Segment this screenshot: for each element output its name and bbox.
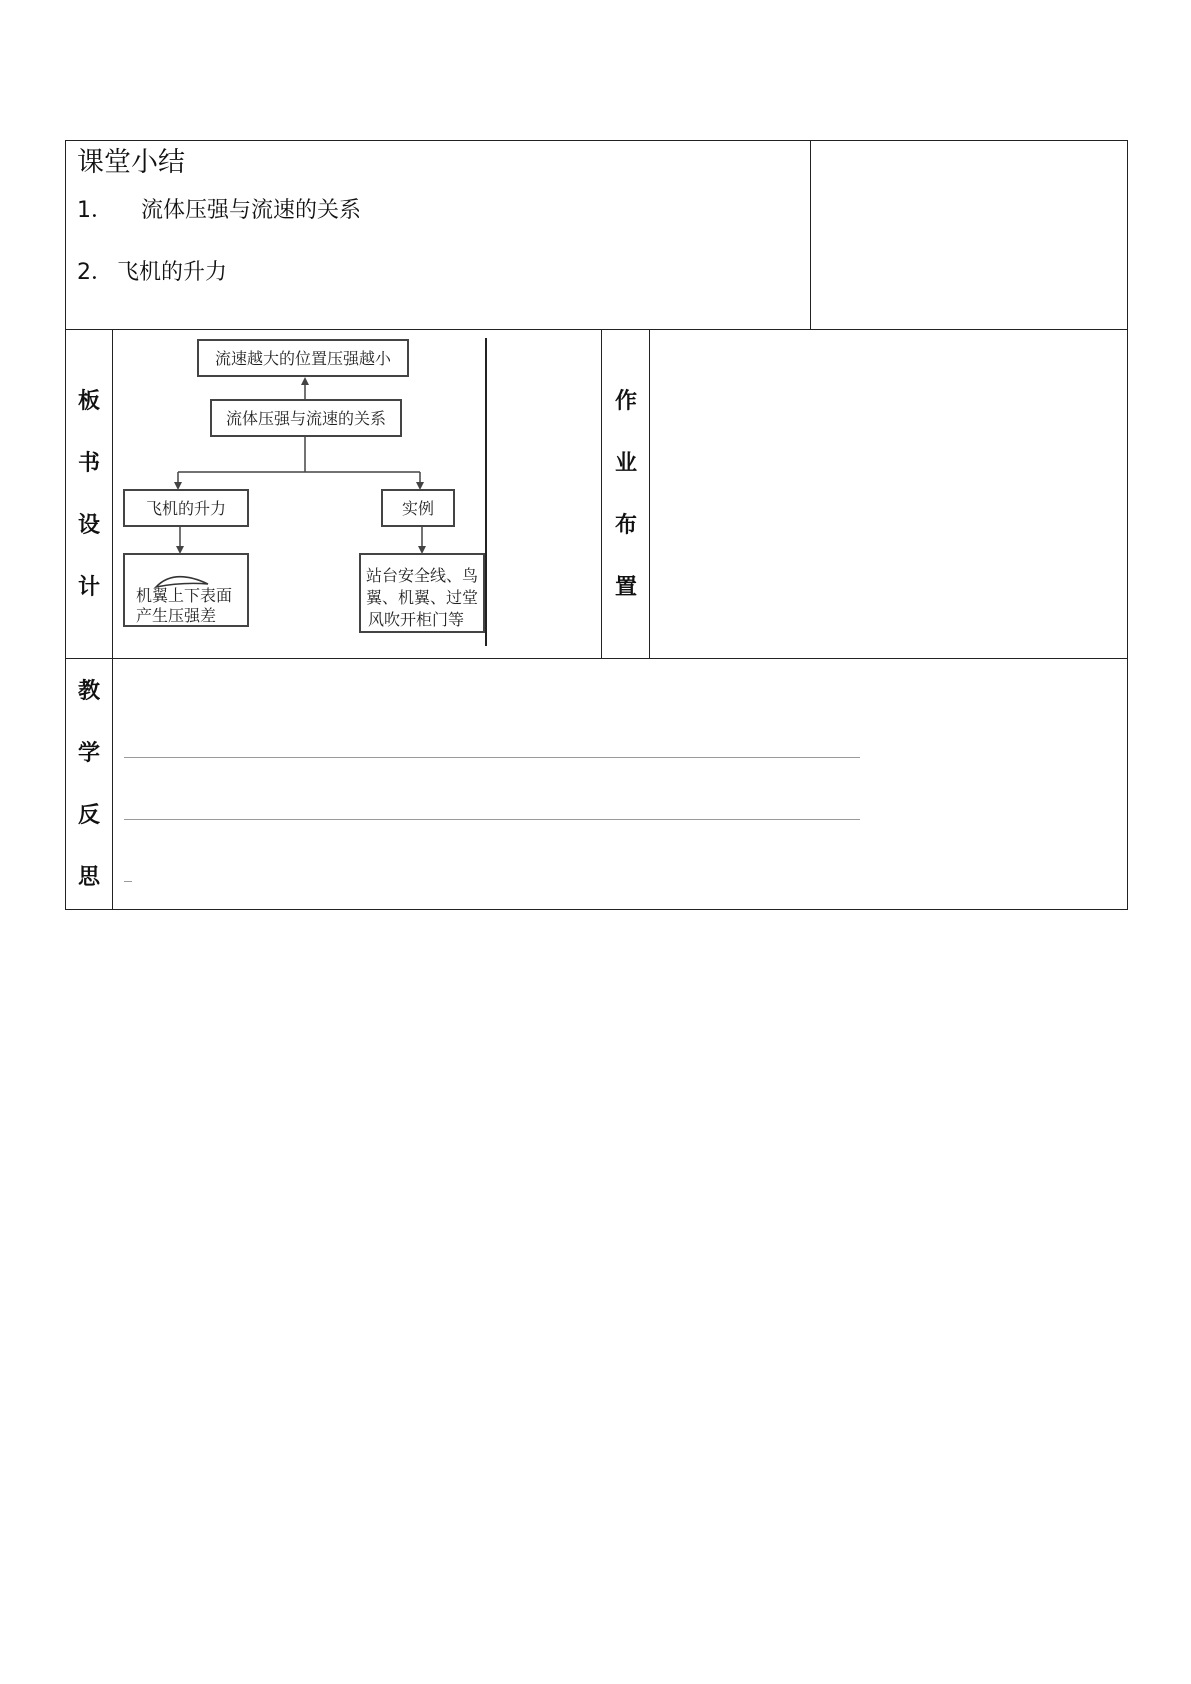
table-row-divider-2 bbox=[65, 658, 1128, 659]
homework-label-char: 布 bbox=[614, 513, 637, 538]
reflection-label-char: 教 bbox=[77, 679, 100, 704]
label-column-divider-row3 bbox=[112, 658, 113, 910]
summary-item-2-text: 飞机的升力 bbox=[117, 260, 228, 285]
reflection-label bbox=[66, 672, 112, 920]
diagram-right-detail-line-3: 风吹开柜门等 bbox=[367, 610, 465, 629]
diagram-arrow-left-down-head bbox=[176, 546, 184, 554]
diagram-arrow-right-down-head bbox=[418, 546, 426, 554]
reflection-label-char: 反 bbox=[77, 803, 100, 828]
diagram-left-detail-line-1: 机翼上下表面 bbox=[135, 586, 233, 605]
table-row-divider-1 bbox=[65, 329, 1128, 330]
homework-label-char: 业 bbox=[614, 451, 637, 476]
reflection-writing-line-3 bbox=[124, 881, 132, 882]
diagram-right-detail-line-2: 翼、机翼、过堂 bbox=[365, 588, 479, 607]
blackboard-label-char: 板 bbox=[77, 389, 100, 414]
table-border-right bbox=[1127, 140, 1128, 910]
reflection-writing-line-1 bbox=[124, 757, 860, 758]
reflection-writing-line-2 bbox=[124, 819, 860, 820]
diagram-branch-left-head bbox=[174, 482, 182, 490]
blackboard-label bbox=[66, 382, 112, 630]
diagram-right-detail-line-1: 站台安全线、鸟 bbox=[365, 566, 479, 585]
blackboard-label-char: 书 bbox=[77, 451, 100, 476]
diagram-box-right-text: 实例 bbox=[401, 499, 435, 518]
summary-title: 课堂小结 bbox=[77, 147, 185, 178]
blackboard-label-char: 计 bbox=[77, 575, 100, 600]
table-border-bottom bbox=[65, 909, 1128, 910]
summary-item-1-number: 1． bbox=[77, 198, 113, 223]
summary-cell-divider bbox=[810, 140, 811, 330]
homework-label-divider bbox=[649, 329, 650, 659]
diagram-arrow-up-head bbox=[301, 377, 309, 385]
homework-label-char: 置 bbox=[614, 575, 637, 600]
summary-item-2-number: 2． bbox=[77, 260, 113, 285]
diagram-box-left-text: 飞机的升力 bbox=[145, 499, 227, 518]
diagram-left-detail-line-2: 产生压强差 bbox=[135, 606, 217, 625]
homework-label bbox=[603, 382, 649, 630]
summary-item-1-text: 流体压强与流速的关系 bbox=[141, 198, 362, 223]
diagram-box-top-text: 流速越大的位置压强越小 bbox=[214, 349, 392, 368]
summary-item-1 bbox=[77, 193, 361, 224]
reflection-label-char: 思 bbox=[77, 865, 100, 890]
summary-item-2 bbox=[77, 255, 227, 286]
homework-label-char: 作 bbox=[614, 389, 637, 414]
blackboard-label-char: 设 bbox=[77, 513, 100, 538]
blackboard-diagram bbox=[112, 332, 602, 652]
diagram-box-center-text: 流体压强与流速的关系 bbox=[225, 409, 387, 428]
diagram-branch-right-head bbox=[416, 482, 424, 490]
reflection-label-char: 学 bbox=[77, 741, 100, 766]
table-border-top bbox=[65, 140, 1128, 141]
